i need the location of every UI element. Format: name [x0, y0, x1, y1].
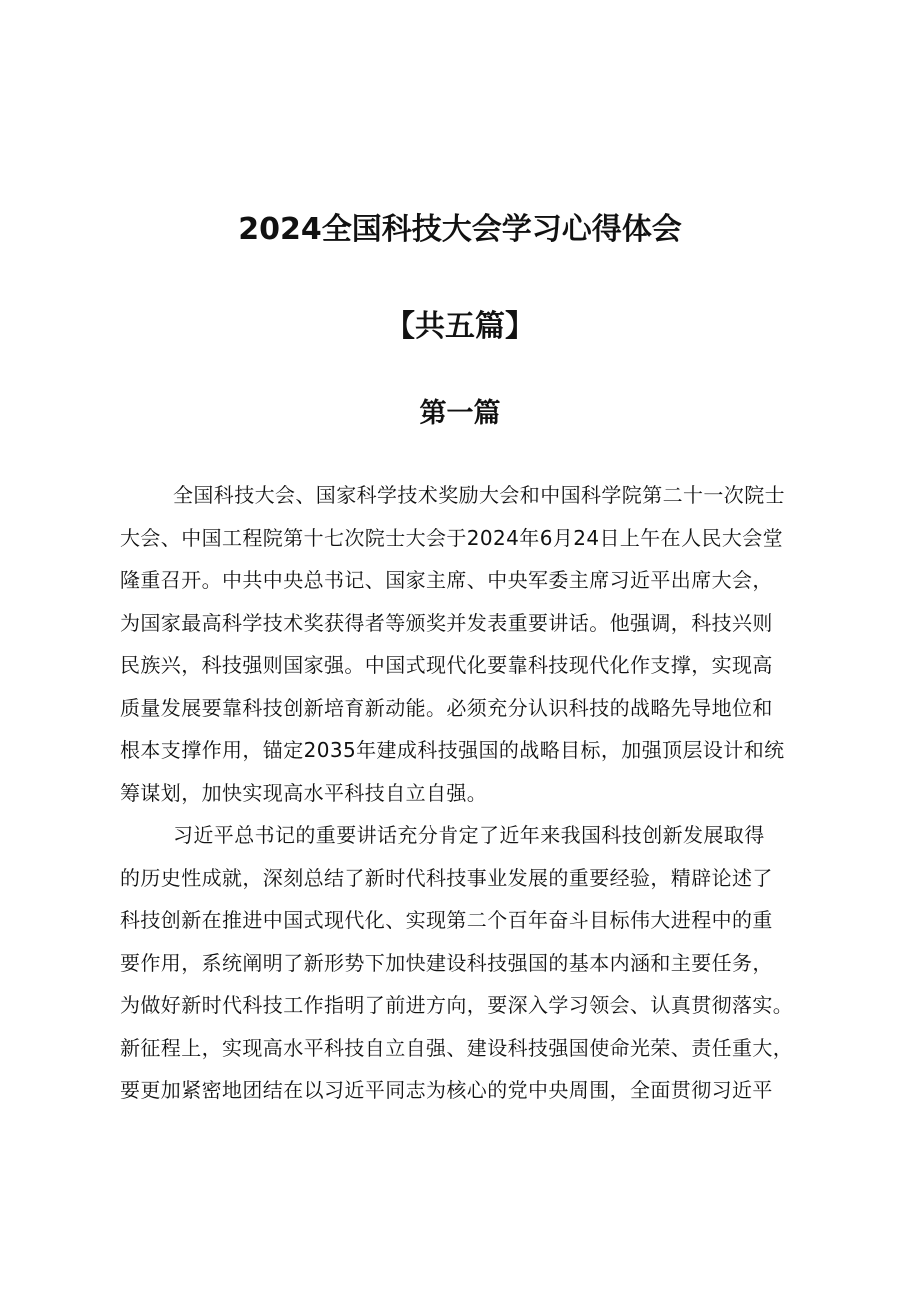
paragraph-line: 新征程上，实现高水平科技自立自强、建设科技强国使命光荣、责任重大， [120, 1035, 794, 1060]
paragraph-line: 民族兴，科技强则国家强。中国式现代化要靠科技现代化作支撑，实现高 [120, 653, 773, 677]
paragraph-line: 习近平总书记的重要讲话充分肯定了近年来我国科技创新发展取得 [173, 823, 765, 847]
paragraph-2 [120, 814, 820, 1112]
paragraph-line: 全国科技大会、国家科学技术奖励大会和中国科学院第二十一次院士 [173, 483, 785, 507]
section-title: 第一篇 [419, 398, 501, 429]
paragraph-line: 的历史性成就，深刻总结了新时代科技事业发展的重要经验，精辟论述了 [120, 865, 773, 890]
paragraph-line: 为国家最高科学技术奖获得者等颁奖并发表重要讲话。他强调，科技兴则 [120, 610, 773, 635]
paragraph-line: 大会、中国工程院第十七次院士大会于2024年6月24日上午在人民大会堂 [120, 525, 784, 550]
paragraph-line: 为做好新时代科技工作指明了前进方向，要深入学习领会、认真贯彻落实。 [120, 993, 794, 1017]
paragraph-line: 隆重召开。中共中央总书记、国家主席、中央军委主席习近平出席大会， [120, 568, 773, 592]
paragraph-line: 根本支撑作用，锚定2035年建成科技强国的战略目标，加强顶层设计和统 [120, 738, 785, 762]
document-subtitle: 【共五篇】 [385, 309, 535, 344]
paragraph-line: 要作用，系统阐明了新形势下加快建设科技强国的基本内涵和主要任务， [120, 950, 773, 975]
document-title: 2024全国科技大会学习心得体会 [238, 212, 682, 247]
paragraph-line: 要更加紧密地团结在以习近平同志为核心的党中央周围，全面贯彻习近平 [120, 1078, 773, 1102]
paragraph-1 [120, 474, 820, 814]
document-body [120, 474, 820, 1112]
paragraph-line: 科技创新在推进中国式现代化、实现第二个百年奋斗目标伟大进程中的重 [120, 908, 773, 932]
paragraph-line: 筹谋划，加快实现高水平科技自立自强。 [120, 780, 488, 805]
paragraph-line: 质量发展要靠科技创新培育新动能。必须充分认识科技的战略先导地位和 [120, 695, 773, 720]
